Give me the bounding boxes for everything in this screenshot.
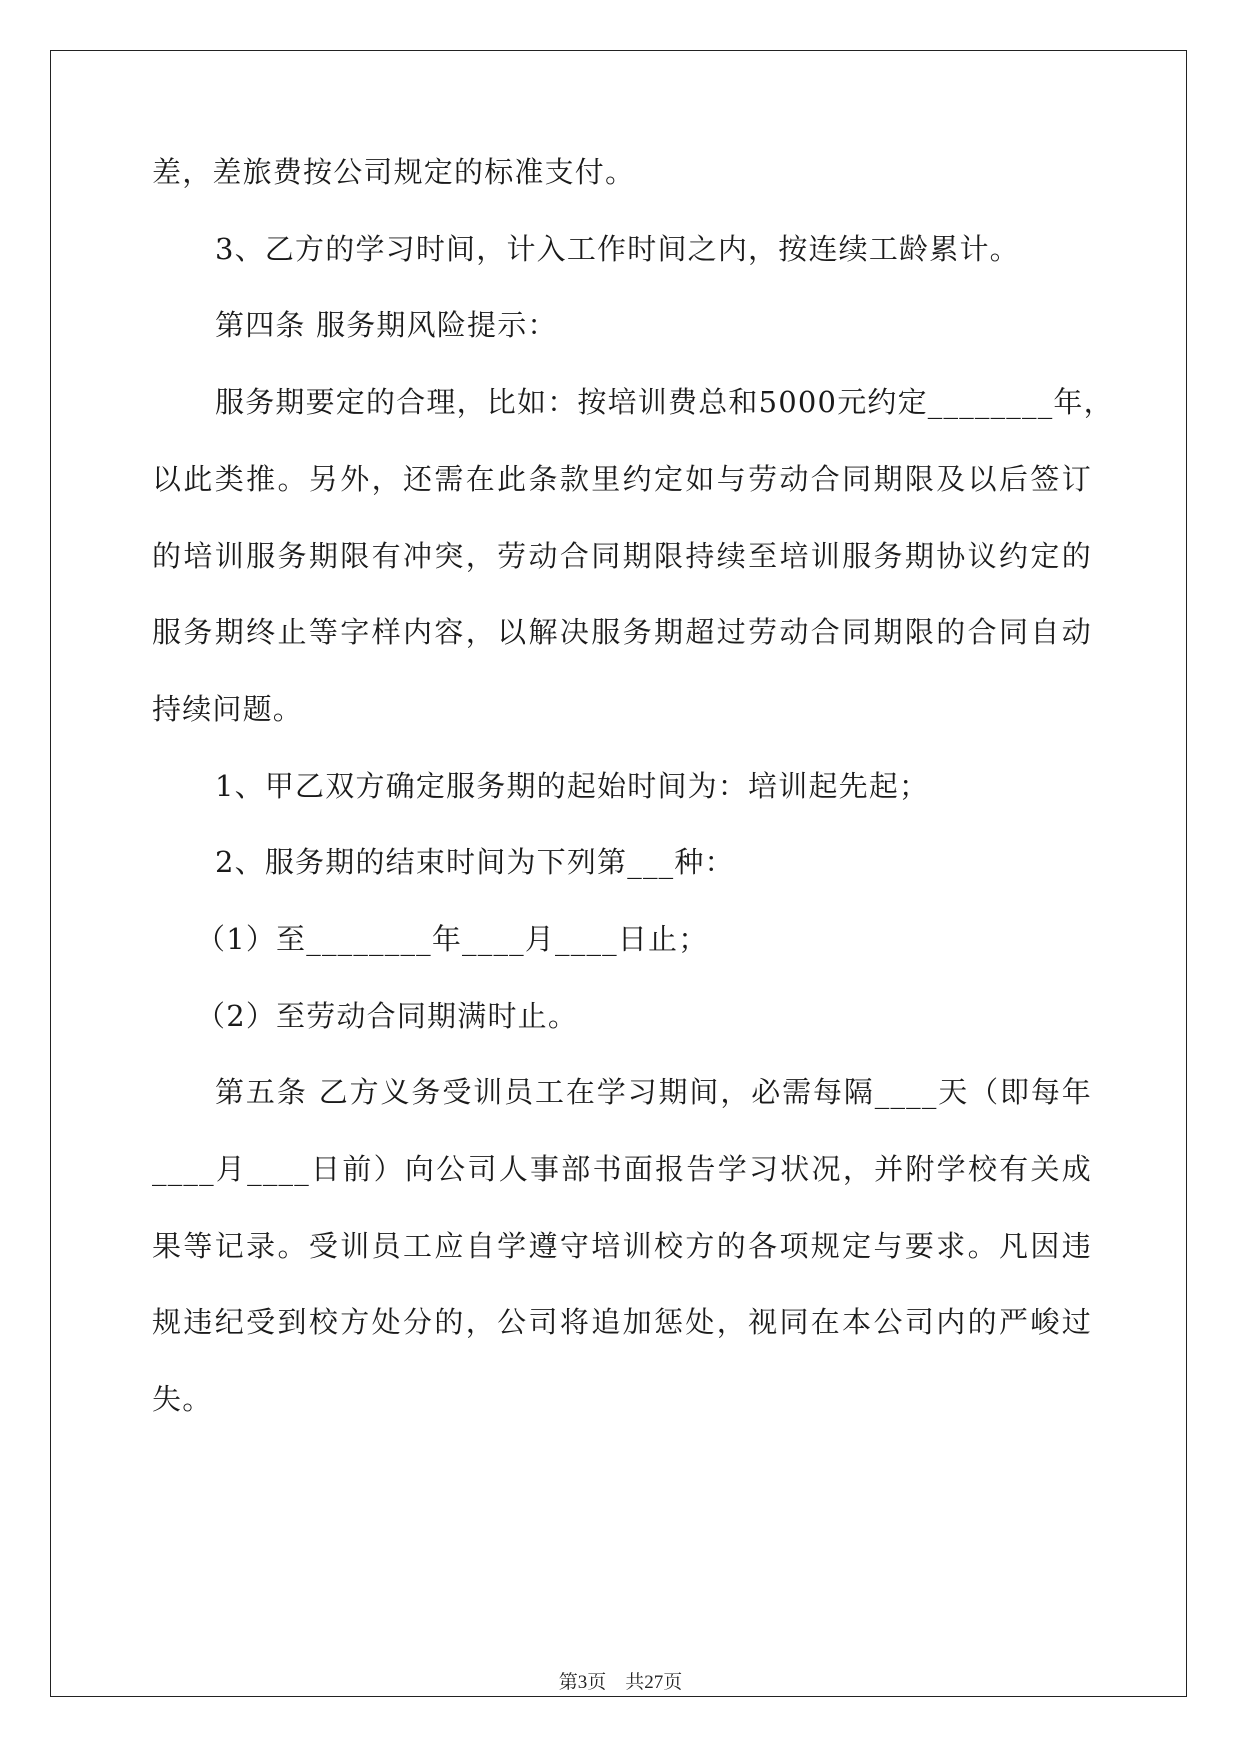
text-line: （1）至________年____月____日止； (196, 922, 709, 956)
text-line: ____月____日前）向公司人事部书面报告学习状况，并附学校有关成 (152, 1152, 1092, 1186)
article-heading: 第四条 服务期风险提示： (215, 308, 558, 342)
text-line: 以此类推。另外，还需在此条款里约定如与劳动合同期限及以后签订 (152, 462, 1092, 496)
text-line: 1、甲乙双方确定服务期的起始时间为：培训起先起； (215, 769, 930, 803)
text-line: （2）至劳动合同期满时止。 (196, 999, 579, 1033)
text-line: 差，差旅费按公司规定的标准支付。 (152, 155, 636, 189)
text-line: 失。 (152, 1382, 213, 1416)
text-line: 持续问题。 (152, 692, 304, 726)
text-line: 2、服务期的结束时间为下列第___种： (215, 845, 735, 879)
text-line: 服务期终止等字样内容，以解决服务期超过劳动合同期限的合同自动 (152, 615, 1092, 649)
text-line: 规违纪受到校方处分的，公司将追加惩处，视同在本公司内的严峻过 (152, 1305, 1092, 1339)
text-line: 的培训服务期限有冲突，劳动合同期限持续至培训服务期协议约定的 (152, 539, 1092, 573)
text-line: 3、乙方的学习时间，计入工作时间之内，按连续工龄累计。 (215, 232, 1020, 266)
article-heading: 第五条 乙方义务受训员工在学习期间，必需每隔____天（即每年 (215, 1075, 1092, 1109)
page-number: 第3页 共27页 (558, 1672, 683, 1693)
text-line: 服务期要定的合理，比如：按培训费总和5000元约定________年， (215, 385, 1114, 419)
text-line: 果等记录。受训员工应自学遵守培训校方的各项规定与要求。凡因违 (152, 1229, 1092, 1263)
